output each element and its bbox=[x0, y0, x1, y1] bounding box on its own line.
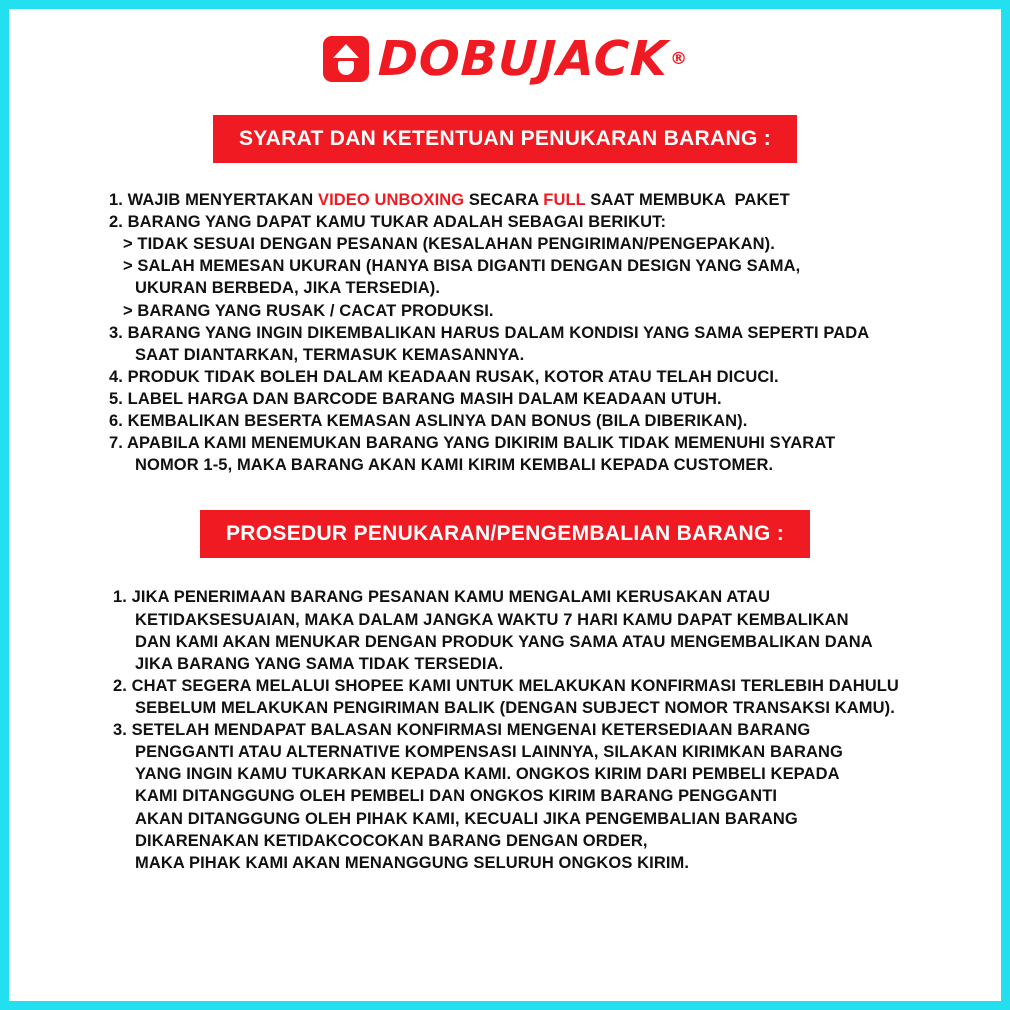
page-inner bbox=[9, 9, 1001, 1001]
clause-text: 2. CHAT SEGERA MELALUI SHOPEE KAMI UNTUK MELAKUKAN KONFIRMASI TERLEBIH DAHULU bbox=[113, 676, 899, 695]
clause-line bbox=[109, 277, 945, 299]
clause-line bbox=[113, 609, 961, 631]
clause-text: MAKA PIHAK KAMI AKAN MENANGGUNG SELURUH ONGKOS KIRIM. bbox=[135, 853, 690, 872]
clause-line bbox=[109, 410, 945, 432]
section-1-heading: SYARAT DAN KETENTUAN PENUKARAN BARANG : bbox=[213, 115, 797, 163]
clause-line bbox=[113, 763, 961, 785]
clause-line bbox=[113, 719, 961, 741]
clause-line bbox=[113, 586, 961, 608]
clause-text: AKAN DITANGGUNG OLEH PIHAK KAMI, KECUALI JIKA PENGEMBALIAN BARANG bbox=[135, 809, 798, 828]
clause-line bbox=[109, 344, 945, 366]
clause-text: SEBELUM MELAKUKAN PENGIRIMAN BALIK (DENGAN SUBJECT NOMOR TRANSAKSI KAMU). bbox=[135, 698, 895, 717]
clause-text: 6. KEMBALIKAN BESERTA KEMASAN ASLINYA DAN BONUS (BILA DIBERIKAN). bbox=[109, 412, 748, 431]
clause-line bbox=[109, 300, 945, 322]
clause-line bbox=[113, 741, 961, 763]
clause-line bbox=[113, 697, 961, 719]
clause-text: SECARA bbox=[464, 191, 544, 209]
clause-line bbox=[113, 808, 961, 830]
clause-text: > TIDAK SESUAI DENGAN PESANAN (KESALAHAN PENGIRIMAN/PENGEPAKAN). bbox=[123, 235, 775, 254]
clause-line bbox=[109, 432, 945, 454]
clause-line bbox=[109, 233, 945, 255]
clause-text: 1. JIKA PENERIMAAN BARANG PESANAN KAMU MENGALAMI KERUSAKAN ATAU bbox=[113, 588, 771, 607]
clause-text: 2. BARANG YANG DAPAT KAMU TUKAR ADALAH SEBAGAI BERIKUT: bbox=[109, 213, 667, 232]
clause-line bbox=[113, 631, 961, 653]
clause-line bbox=[113, 653, 961, 675]
clause-text: SAAT DIANTARKAN, TERMASUK KEMASANNYA. bbox=[135, 345, 525, 364]
clause-line bbox=[109, 388, 945, 410]
clause-line bbox=[109, 255, 945, 277]
brand-logo bbox=[9, 31, 1001, 87]
clause-text: JIKA BARANG YANG SAMA TIDAK TERSEDIA. bbox=[135, 654, 504, 673]
clause-line bbox=[113, 675, 961, 697]
clause-text: > BARANG YANG RUSAK / CACAT PRODUKSI. bbox=[123, 301, 494, 320]
clause-text: > SALAH MEMESAN UKURAN (HANYA BISA DIGANTI DENGAN DESIGN YANG SAMA, bbox=[123, 257, 801, 276]
clause-text: DIKARENAKAN KETIDAKCOCOKAN BARANG DENGAN ORDER, bbox=[135, 831, 648, 850]
clause-line bbox=[113, 852, 961, 874]
clause-text: YANG INGIN KAMU TUKARKAN KEPADA KAMI. ONGKOS KIRIM DARI PEMBELI KEPADA bbox=[135, 765, 840, 784]
dobujack-logo-icon bbox=[323, 36, 369, 82]
clause-line bbox=[109, 189, 945, 211]
clause-line bbox=[109, 211, 945, 233]
clause-line bbox=[113, 830, 961, 852]
section-2-body bbox=[9, 586, 1001, 873]
clause-text: KETIDAKSESUAIAN, MAKA DALAM JANGKA WAKTU 7 HARI KAMU DAPAT KEMBALIKAN bbox=[135, 610, 849, 629]
emphasis-text: VIDEO UNBOXING bbox=[317, 191, 465, 209]
registered-mark-icon: ® bbox=[670, 49, 688, 69]
clause-text: KAMI DITANGGUNG OLEH PEMBELI DAN ONGKOS KIRIM BARANG PENGGANTI bbox=[135, 787, 778, 806]
clause-line bbox=[109, 322, 945, 344]
clause-text: NOMOR 1-5, MAKA BARANG AKAN KAMI KIRIM KEMBALI KEPADA CUSTOMER. bbox=[135, 456, 774, 475]
clause-text: 1. WAJIB MENYERTAKAN bbox=[109, 191, 318, 209]
emphasis-text: FULL bbox=[543, 191, 586, 209]
clause-text: SAAT MEMBUKA PAKET bbox=[585, 191, 790, 209]
clause-line bbox=[113, 785, 961, 807]
section-2-heading: PROSEDUR PENUKARAN/PENGEMBALIAN BARANG : bbox=[200, 510, 810, 558]
brand-name: DOBUJACK bbox=[376, 31, 670, 87]
clause-text: 4. PRODUK TIDAK BOLEH DALAM KEADAAN RUSAK, KOTOR ATAU TELAH DICUCI. bbox=[109, 367, 779, 386]
clause-text: UKURAN BERBEDA, JIKA TERSEDIA). bbox=[135, 279, 441, 298]
clause-text: DAN KAMI AKAN MENUKAR DENGAN PRODUK YANG SAMA ATAU MENGEMBALIKAN DANA bbox=[135, 632, 873, 651]
clause-text: 3. SETELAH MENDAPAT BALASAN KONFIRMASI MENGENAI KETERSEDIAAN BARANG bbox=[113, 721, 811, 740]
clause-text: 5. LABEL HARGA DAN BARCODE BARANG MASIH DALAM KEADAAN UTUH. bbox=[109, 389, 722, 408]
clause-line bbox=[109, 366, 945, 388]
section-1-body bbox=[9, 189, 1001, 476]
clause-text: 3. BARANG YANG INGIN DIKEMBALIKAN HARUS DALAM KONDISI YANG SAMA SEPERTI PADA bbox=[109, 323, 870, 342]
clause-text: PENGGANTI ATAU ALTERNATIVE KOMPENSASI LAINNYA, SILAKAN KIRIMKAN BARANG bbox=[135, 743, 843, 762]
clause-line bbox=[109, 454, 945, 476]
clause-text: 7. APABILA KAMI MENEMUKAN BARANG YANG DIKIRIM BALIK TIDAK MEMENUHI SYARAT bbox=[109, 434, 836, 453]
